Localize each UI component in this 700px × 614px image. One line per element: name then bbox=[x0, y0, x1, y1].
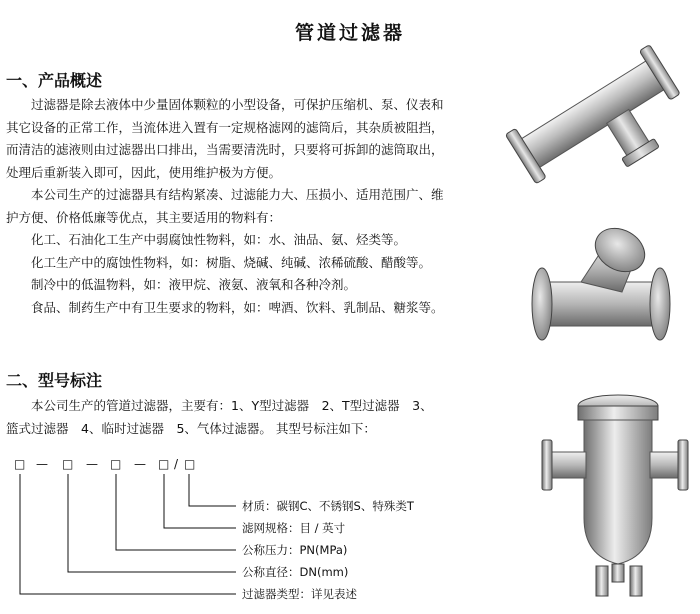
code-box-1: □ bbox=[14, 457, 26, 471]
code-separator: — bbox=[36, 457, 48, 471]
label-material: 材质：碳钢C、不锈钢S、特殊类T bbox=[242, 499, 414, 513]
model-line: 本公司生产的管道过滤器，主要有：1、Y型过滤器 2、T型过滤器 3、 bbox=[31, 398, 433, 413]
y-filter-image bbox=[526, 222, 676, 362]
model-text bbox=[6, 395, 486, 440]
label-type: 过滤器类型：详见表述 bbox=[242, 587, 357, 601]
leader-line-diameter bbox=[68, 474, 236, 572]
label-diameter: 公称直径：DN(mm) bbox=[242, 565, 349, 579]
code-box-4: □ bbox=[158, 457, 170, 471]
basket-filter-image bbox=[540, 388, 690, 606]
page-title: 管道过滤器 bbox=[294, 22, 405, 44]
code-box-5: □ bbox=[184, 457, 196, 471]
code-box-2: □ bbox=[62, 457, 74, 471]
overview-line: 过滤器是除去液体中少量固体颗粒的小型设备，可保护压缩机、泵、仪表和 bbox=[31, 97, 444, 112]
section-heading-model: 二、型号标注 bbox=[6, 371, 103, 390]
features-line: 护方便、价格低廉等优点，其主要适用的物料有： bbox=[6, 209, 282, 225]
code-separator: / bbox=[174, 457, 179, 471]
overview-line: 处理后重新装入即可，因此，使用维护极为方便。 bbox=[6, 164, 282, 180]
label-mesh: 滤网规格：目 / 英寸 bbox=[242, 521, 346, 535]
section-heading-overview: 一、产品概述 bbox=[6, 71, 103, 90]
material-item: 食品、制药生产中有卫生要求的物料，如：啤酒、饮料、乳制品、糖浆等。 bbox=[31, 299, 444, 315]
overview-line: 而清洁的滤液则由过滤器出口排出，当需要清洗时，只要将可拆卸的滤筒取出， bbox=[6, 142, 444, 157]
material-item: 化工、石油化工生产中弱腐蚀性物料，如：水、油品、氨、烃类等。 bbox=[31, 232, 407, 247]
leader-line-type bbox=[20, 474, 236, 594]
y-filter-pipe-image bbox=[500, 34, 690, 184]
label-pressure: 公称压力：PN(MPa) bbox=[242, 543, 348, 557]
leader-line-pressure bbox=[116, 474, 236, 550]
leader-line-material bbox=[189, 474, 236, 506]
code-separator: — bbox=[86, 457, 98, 471]
code-separator: — bbox=[134, 457, 146, 471]
code-box-3: □ bbox=[110, 457, 122, 471]
leader-line-mesh bbox=[164, 474, 236, 528]
overview-line: 其它设备的正常工作，当流体进入置有一定规格滤网的滤筒后，其杂质被阻挡， bbox=[6, 119, 444, 135]
features-line: 本公司生产的过滤器具有结构紧凑、过滤能力大、压损小、适用范围广、维 bbox=[31, 187, 444, 202]
material-item: 化工生产中的腐蚀性物料，如：树脂、烧碱、纯碱、浓稀硫酸、醋酸等。 bbox=[31, 254, 432, 270]
model-code-diagram bbox=[0, 448, 480, 608]
overview-text bbox=[6, 94, 486, 319]
model-line: 篮式过滤器 4、临时过滤器 5、气体过滤器。 其型号标注如下： bbox=[6, 420, 376, 436]
material-item: 制冷中的低温物料，如：液甲烷、液氨、液氧和各种冷剂。 bbox=[31, 277, 357, 292]
